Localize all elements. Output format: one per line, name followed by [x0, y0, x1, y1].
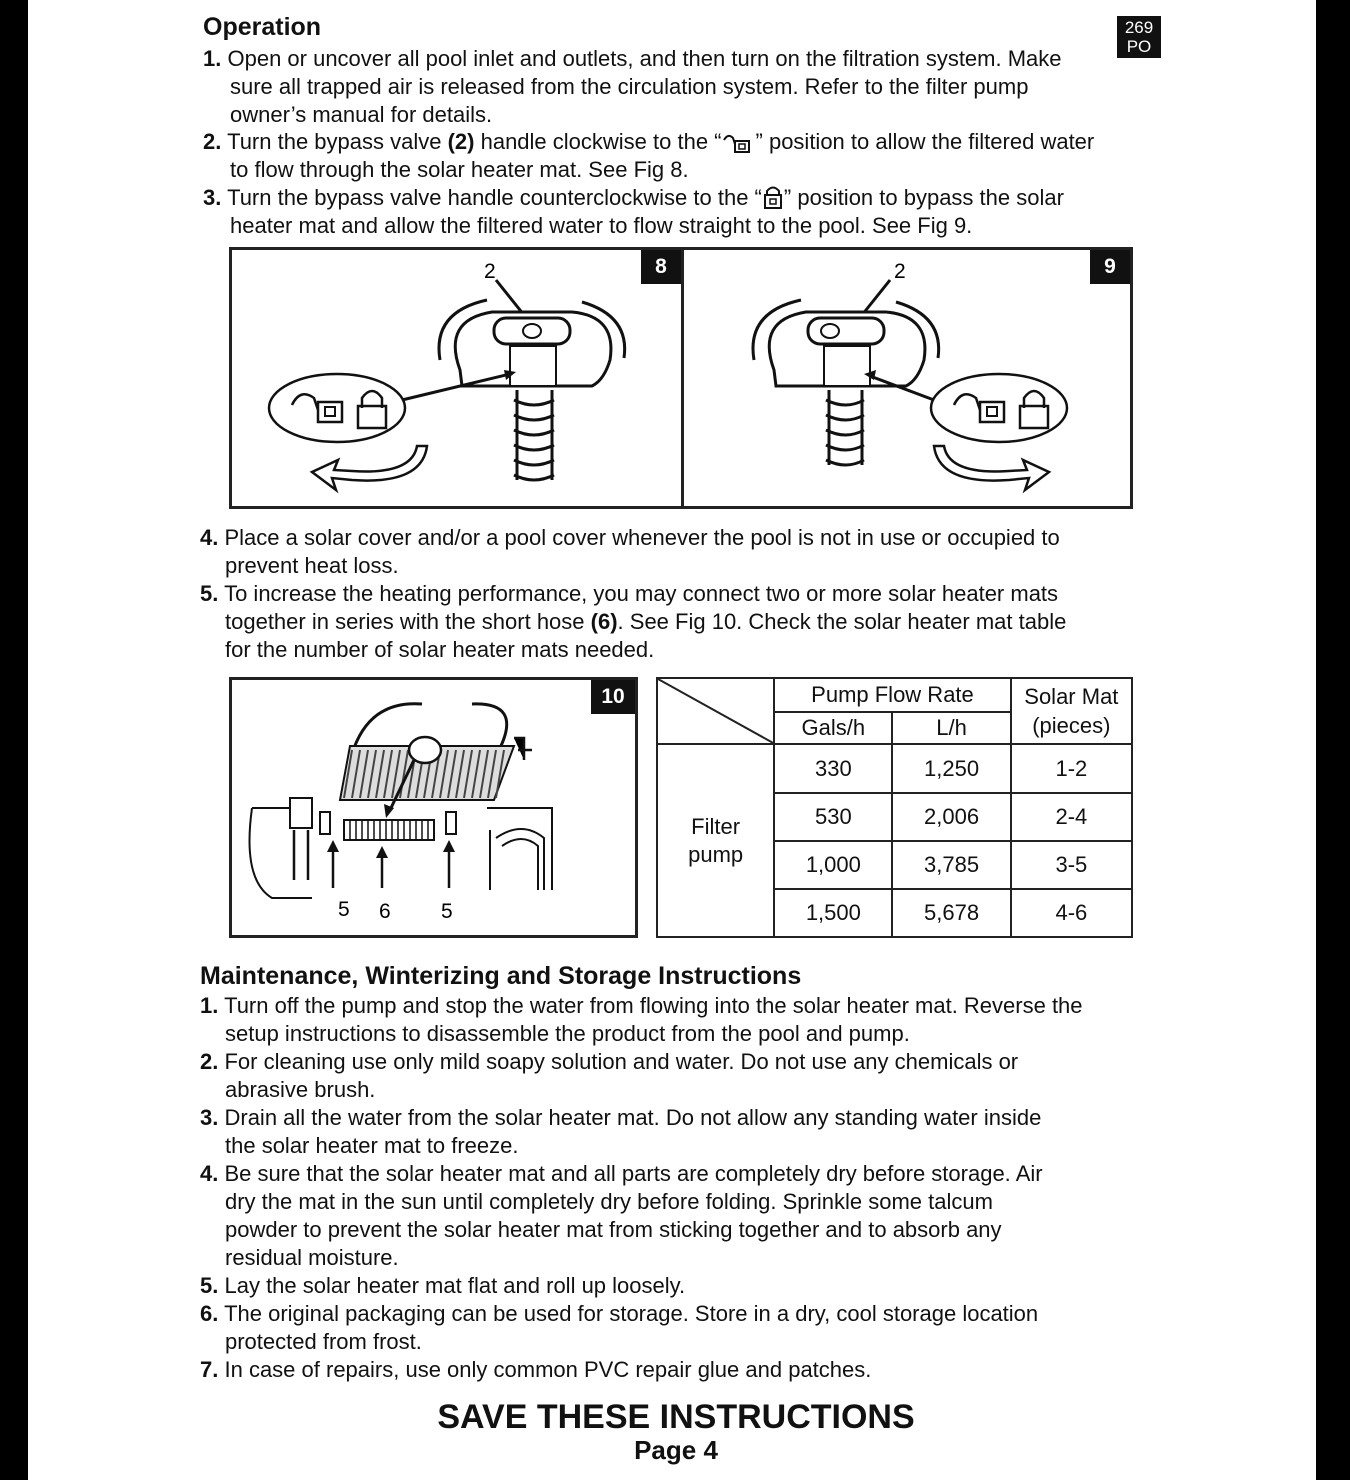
step-text: setup instructions to disassemble the product from the pool and pump. [225, 1021, 910, 1046]
closed-valve-icon [762, 184, 784, 210]
header-text: (pieces) [1032, 713, 1111, 738]
part-label-5: 5 [441, 900, 453, 923]
solar-mat-table [656, 677, 1133, 938]
step-text: Turn off the pump and stop the water from flowing into the solar heater mat. Reverse the [224, 993, 1083, 1018]
part-ref: (2) [447, 129, 475, 154]
cell-gals: 1,500 [774, 889, 892, 937]
header-solar-mat [1011, 678, 1132, 744]
step-text: Place a solar cover and/or a pool cover whenever the pool is not in use or occupied to [224, 525, 1060, 550]
step-number: 2. [200, 1049, 219, 1074]
step-text: The original packaging can be used for storage. Store in a dry, cool storage location [224, 1301, 1039, 1326]
series-connection-illustration [232, 680, 636, 936]
operation-step-1 [203, 45, 1163, 129]
step-text: together in series with the short hose [225, 609, 591, 634]
callout-label: 2 [484, 260, 496, 283]
maintenance-step-7 [200, 1356, 1190, 1384]
step-text: powder to prevent the solar heater mat from sticking together and to absorb any [225, 1217, 1002, 1242]
cell-mats: 3-5 [1011, 841, 1132, 889]
step-number: 5. [200, 1273, 219, 1298]
cell-mats: 1-2 [1011, 744, 1132, 793]
part-label-6: 6 [379, 900, 391, 923]
row-label-filter-pump [657, 744, 774, 937]
step-text: Be sure that the solar heater mat and all parts are completely dry before storage. Air [224, 1161, 1043, 1186]
step-text: In case of repairs, use only common PVC repair glue and patches. [224, 1357, 872, 1382]
cell-lh: 2,006 [892, 793, 1010, 841]
cell-mats: 2-4 [1011, 793, 1132, 841]
maintenance-list [200, 992, 1190, 1384]
figure-9 [681, 247, 1133, 509]
figure-10 [229, 677, 638, 938]
step-text: residual moisture. [225, 1245, 399, 1270]
cell-mats: 4-6 [1011, 889, 1132, 937]
figure-number: 8 [641, 250, 681, 284]
step-text: dry the mat in the sun until completely dry before folding. Sprinkle some talcum [225, 1189, 993, 1214]
maintenance-heading: Maintenance, Winterizing and Storage Instructions [200, 962, 802, 990]
step-text: sure all trapped air is released from the circulation system. Refer to the filter pump [230, 74, 1029, 99]
badge-lang: PO [1126, 37, 1152, 56]
row-label-text: Filter [691, 813, 741, 839]
step-text: To increase the heating performance, you may connect two or more solar heater mats [224, 581, 1059, 606]
figure-number: 9 [1090, 250, 1130, 284]
figure-number: 10 [591, 680, 635, 714]
manual-page [28, 0, 1316, 1480]
step-text: handle clockwise to the “ [474, 129, 722, 154]
maintenance-step-3 [200, 1104, 1190, 1160]
page-number: Page 4 [634, 1435, 718, 1465]
step-text: the solar heater mat to freeze. [225, 1133, 519, 1158]
maintenance-step-1 [200, 992, 1190, 1048]
step-text: for the number of solar heater mats needed. [225, 637, 655, 662]
cell-lh: 5,678 [892, 889, 1010, 937]
step-text: protected from frost. [225, 1329, 422, 1354]
step-text: Open or uncover all pool inlet and outlets, and then turn on the filtration system. Make [227, 46, 1062, 71]
step-text: heater mat and allow the filtered water to flow straight to the pool. See Fig 9. [230, 213, 973, 238]
step-text: Lay the solar heater mat flat and roll up loosely. [224, 1273, 686, 1298]
cell-gals: 1,000 [774, 841, 892, 889]
step-text: Drain all the water from the solar heater mat. Do not allow any standing water inside [224, 1105, 1042, 1130]
step-number: 1. [200, 993, 219, 1018]
step-text: ” position to bypass the solar [783, 185, 1064, 210]
valve-counterclockwise-illustration [684, 250, 1131, 506]
part-ref: (6) [590, 609, 618, 634]
step-text: Turn the bypass valve handle counterclockwise to the “ [227, 185, 762, 210]
step-number: 5. [200, 581, 219, 606]
step-number: 4. [200, 1161, 219, 1186]
part-label-5: 5 [338, 898, 350, 921]
operation-step-5 [200, 580, 1180, 664]
step-text: to flow through the solar heater mat. See Fig 8. [230, 157, 689, 182]
maintenance-step-6 [200, 1300, 1190, 1356]
cell-gals: 530 [774, 793, 892, 841]
save-instructions-heading: SAVE THESE INSTRUCTIONS [437, 1398, 915, 1436]
step-number: 1. [203, 46, 222, 71]
step-number: 3. [203, 185, 222, 210]
cell-gals: 330 [774, 744, 892, 793]
step-text: . See Fig 10. Check the solar heater mat table [617, 609, 1067, 634]
open-valve-icon [722, 132, 756, 154]
cell-lh: 1,250 [892, 744, 1010, 793]
cell-lh: 3,785 [892, 841, 1010, 889]
maintenance-step-4 [200, 1160, 1190, 1272]
maintenance-step-2 [200, 1048, 1190, 1104]
maintenance-step-5 [200, 1272, 1190, 1300]
operation-step-3 [203, 184, 1183, 240]
valve-clockwise-illustration [232, 250, 682, 506]
step-number: 4. [200, 525, 219, 550]
header-text: Solar Mat [1024, 684, 1119, 709]
operation-step-2 [203, 128, 1183, 184]
figure-8 [229, 247, 684, 509]
table-corner-cell [657, 678, 774, 744]
step-number: 3. [200, 1105, 219, 1130]
operation-heading: Operation [203, 13, 322, 41]
step-number: 7. [200, 1357, 219, 1382]
header-pump-flow-rate: Pump Flow Rate [774, 678, 1010, 712]
operation-step-4 [200, 524, 1180, 580]
step-text: abrasive brush. [225, 1077, 376, 1102]
header-gals-per-hour: Gals/h [774, 712, 892, 744]
step-text: ” position to allow the filtered water [755, 129, 1095, 154]
step-number: 2. [203, 129, 222, 154]
step-text: Turn the bypass valve [227, 129, 448, 154]
step-text: owner’s manual for details. [230, 102, 493, 127]
step-number: 6. [200, 1301, 219, 1326]
table-row [657, 744, 1132, 793]
step-text: prevent heat loss. [225, 553, 399, 578]
header-liters-per-hour: L/h [892, 712, 1010, 744]
row-label-text: pump [688, 841, 744, 867]
callout-label: 2 [894, 260, 906, 283]
badge-code: 269 [1124, 18, 1154, 37]
step-text: For cleaning use only mild soapy solution and water. Do not use any chemicals or [224, 1049, 1019, 1074]
